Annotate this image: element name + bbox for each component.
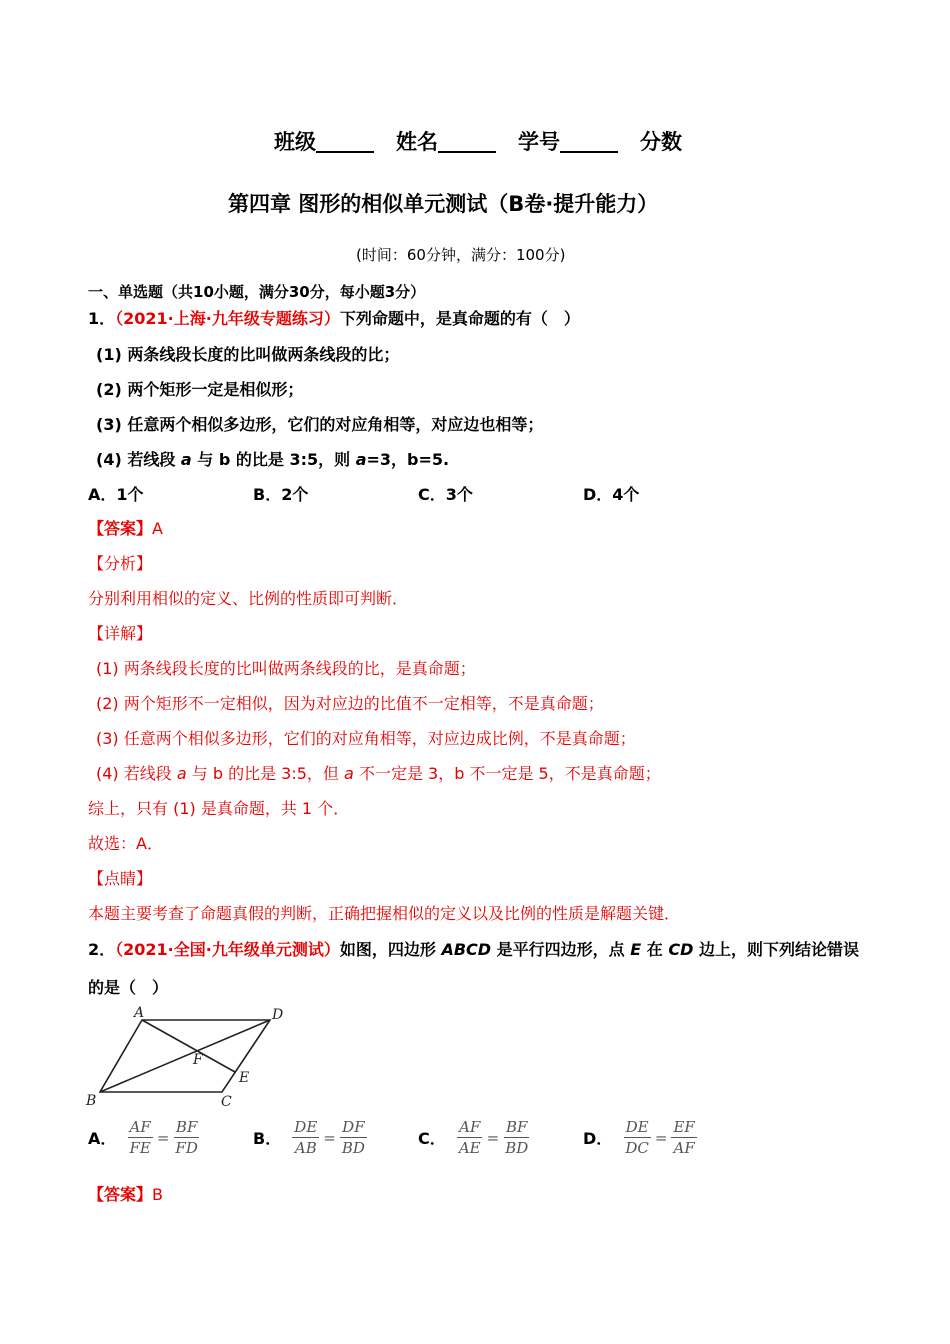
q2-answer-label: 【答案】 — [88, 1185, 153, 1204]
num: AF — [459, 1118, 481, 1136]
q2-option-b-label: B． — [253, 1129, 282, 1148]
q1-choose: 故选：A． — [88, 834, 163, 853]
q2-option-d-label: D． — [583, 1129, 613, 1148]
q1-detail-3: (3) 任意两个相似多边形，它们的对应角相等，对应边成比例，不是真命题； — [96, 729, 636, 748]
q1-comment: 本题主要考查了命题真假的判断，正确把握相似的定义以及比例的性质是解题关键． — [88, 904, 681, 923]
q1-option-c[interactable]: C．3个 — [418, 485, 473, 504]
score-label: 分数 — [640, 130, 682, 154]
class-label: 班级 — [274, 130, 316, 154]
q2-var-cd: CD — [668, 940, 694, 959]
q1-answer-label: 【答案】 — [88, 519, 153, 538]
q2-option-c-label: C． — [418, 1129, 446, 1148]
q1-s4-mid: 与 b 的比是 3:5，则 — [197, 450, 351, 469]
equals: = — [156, 1128, 170, 1147]
q1-comment-label: 【点睛】 — [88, 869, 153, 888]
q1-statement-2: (2) 两个矩形一定是相似形； — [96, 380, 304, 399]
frac-2 — [340, 1117, 367, 1158]
q1-detail-2: (2) 两个矩形不一定相似，因为对应边的比值不一定相等，不是真命题； — [96, 694, 604, 713]
label-a: A — [134, 1005, 145, 1021]
num: EF — [673, 1118, 695, 1136]
q2-stem-mid2: 在 — [646, 940, 663, 959]
num: DE — [625, 1118, 649, 1136]
frac-1 — [127, 1117, 152, 1158]
label-f: F — [193, 1052, 203, 1068]
q1-analysis: 分别利用相似的定义、比例的性质即可判断． — [88, 589, 409, 608]
q2-stem-pre: 如图，四边形 — [339, 940, 436, 959]
num: BF — [175, 1118, 198, 1136]
den: FE — [129, 1139, 151, 1157]
q1-option-a[interactable]: A．1个 — [88, 485, 144, 504]
q1-detail-1: (1) 两条线段长度的比叫做两条线段的比，是真命题； — [96, 659, 476, 678]
den: AF — [673, 1139, 695, 1157]
q1-s4-post: =3，b=5. — [366, 450, 450, 469]
den: BD — [505, 1139, 529, 1157]
page-subtitle: (时间：60分钟，满分：100分) — [356, 246, 566, 264]
name-label: 姓名 — [396, 130, 438, 154]
q2-stem — [88, 937, 859, 960]
parallelogram-figure — [80, 1002, 300, 1112]
q1-s4-var-a: a — [180, 450, 192, 469]
num: DF — [342, 1118, 365, 1136]
q2-stem-post: 边上，则下列结论错误 — [698, 940, 859, 959]
q1-d4-mid: 与 b 的比是 3:5，但 — [191, 764, 339, 783]
q1-detail-label: 【详解】 — [88, 624, 153, 643]
q2-stem-line2: 的是（ ） — [88, 978, 169, 997]
q2-var-abcd: ABCD — [441, 940, 492, 959]
q1-d4-var-a: a — [176, 764, 187, 783]
q1-number: 1． — [88, 309, 116, 328]
q2-number: 2． — [88, 940, 116, 959]
q2-stem-mid: 是平行四边形，点 — [496, 940, 625, 959]
q2-option-a-label: A． — [88, 1129, 117, 1148]
name-blank — [438, 131, 496, 153]
q1-s4-var-a2: a — [355, 450, 367, 469]
den: FD — [175, 1139, 198, 1157]
frac-2 — [503, 1117, 530, 1158]
num: DE — [294, 1118, 318, 1136]
q1-source: （2021·上海·九年级专题练习） — [115, 309, 340, 328]
label-b: B — [86, 1093, 97, 1109]
q1-statement-4 — [96, 447, 449, 470]
q1-s4-pre: (4) 若线段 — [96, 450, 176, 469]
section-heading: 一、单选题（共10小题，满分30分，每小题3分） — [88, 283, 426, 301]
equals: = — [654, 1128, 668, 1147]
label-c: C — [221, 1094, 232, 1110]
q1-option-b[interactable]: B．2个 — [253, 485, 309, 504]
page-title: 第四章 图形的相似单元测试（B卷·提升能力） — [228, 192, 659, 216]
q1-stem — [88, 306, 580, 329]
q1-d4-var-a2: a — [344, 764, 354, 783]
label-e: E — [239, 1070, 250, 1086]
q1-detail-4 — [96, 761, 661, 784]
num: BF — [506, 1118, 528, 1136]
q2-option-c[interactable] — [418, 1117, 530, 1158]
frac-1 — [623, 1117, 651, 1158]
q1-d4-pre: (4) 若线段 — [96, 764, 172, 783]
den: AB — [294, 1139, 317, 1157]
id-label: 学号 — [518, 130, 560, 154]
q1-answer-value: A — [152, 519, 163, 538]
q1-analysis-label: 【分析】 — [88, 554, 153, 573]
q1-statement-1: (1) 两条线段长度的比叫做两条线段的比； — [96, 345, 400, 364]
q2-option-a[interactable] — [88, 1117, 200, 1158]
den: BD — [341, 1139, 365, 1157]
q2-var-e: E — [630, 940, 642, 959]
q2-source: （2021·全国·九年级单元测试） — [115, 940, 340, 959]
equals: = — [486, 1128, 500, 1147]
q1-answer — [88, 516, 163, 539]
q2-option-d[interactable] — [583, 1117, 697, 1158]
den: AE — [458, 1139, 481, 1157]
q1-statement-3: (3) 任意两个相似多边形，它们的对应角相等，对应边也相等； — [96, 415, 544, 434]
frac-2 — [671, 1117, 696, 1158]
line-ae — [142, 1020, 235, 1072]
frac-2 — [173, 1117, 199, 1158]
den: DC — [625, 1139, 649, 1157]
q1-question: 下列命题中，是真命题的有（ ） — [339, 309, 580, 328]
q1-d4-post: 不一定是 3，b 不一定是 5，不是真命题； — [358, 764, 661, 783]
equals: = — [323, 1128, 336, 1147]
frac-1 — [292, 1117, 319, 1158]
header-line — [274, 126, 682, 156]
q1-summary: 综上，只有 (1) 是真命题，共 1 个． — [88, 799, 350, 818]
num: AF — [129, 1118, 151, 1136]
q2-option-b[interactable] — [253, 1117, 367, 1158]
q2-answer — [88, 1182, 163, 1205]
q1-option-d[interactable]: D．4个 — [583, 485, 640, 504]
id-blank — [560, 131, 618, 153]
class-blank — [316, 131, 374, 153]
label-d: D — [272, 1007, 284, 1023]
q2-answer-value: B — [152, 1185, 163, 1204]
frac-1 — [457, 1117, 483, 1158]
